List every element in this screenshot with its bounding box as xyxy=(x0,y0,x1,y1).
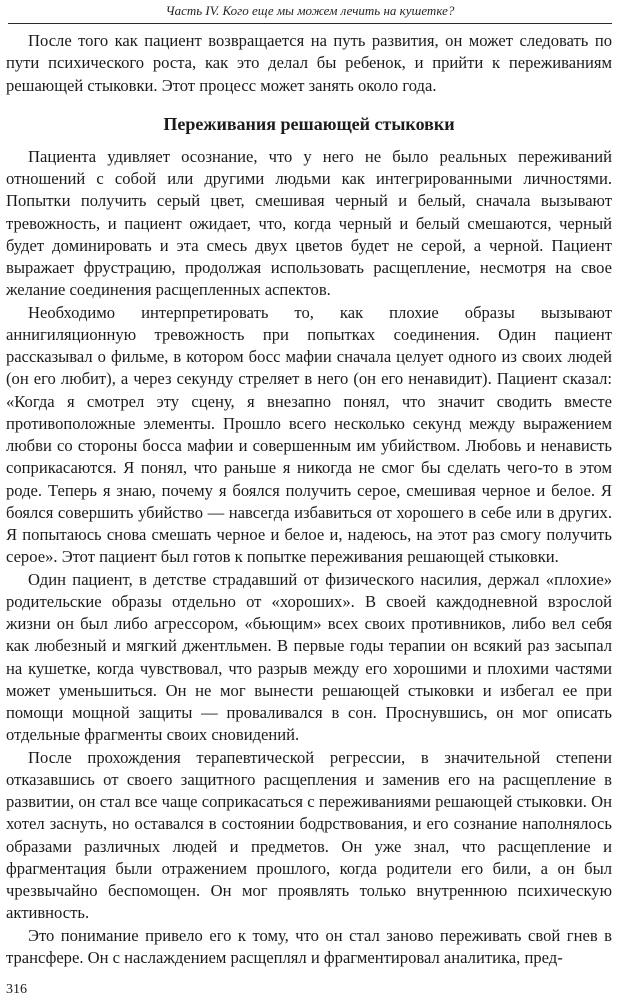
header-rule xyxy=(8,23,612,24)
page-number: 316 xyxy=(6,982,27,997)
body-paragraph: Это понимание привело его к тому, что он стал заново переживать свой гнев в трансфере. Он с наслаждением расщеплял и фрагментировал аналитика, пред- xyxy=(6,925,612,967)
page-body xyxy=(6,30,612,969)
body-paragraph: Один пациент, в детстве страдавший от физического насилия, держал «плохие» родительские образы отдельно от «хороших». В своей каждодневной взрослой жизни он был либо агрессором, «бьющим» всех своих противников, либо вел себя как любезный и мягкий джентльмен. В первые годы терапии он всякий раз засыпал на кушетке, когда чувствовал, что разрыв между его хорошими и плохими частями может уменьшиться. Он не мог вынести решающей стыковки и избегал ее при помощи мощной защиты — проваливался в сон. Проснувшись, он мог описать отдельные фрагменты своих сновидений. xyxy=(6,569,612,745)
body-paragraph: Пациента удивляет осознание, что у него не было реальных переживаний отношений с собой или другими людьми как интегрированными личностями. Попытки получить серый цвет, смешивая черный и белый, сначала вызывают тревожность, и пациент ожидает, что, когда черный и белый смешаются, черный будет доминировать и эта смесь двух цветов будет не серой, а черной. Пациент выражает фрустрацию, продолжая использовать расщепление, несмотря на свое желание соединения расщепленных аспектов. xyxy=(6,146,612,300)
body-paragraph: После прохождения терапевтической регрессии, в значительной степени отказавшись от своего защитного расщепления и заменив его на расщепление в развитии, он стал все чаще соприкасаться с переживаниями решающей стыковки. Он хотел заснуть, но оставался в состоянии бодрствования, и его сознание наполнялось образами различных людей и предметов. Он уже знал, что расщепление и фрагментация были отражением прошлого, когда родители его били, а он был чрезвычайно беспомощен. Он мог проявлять только внутреннюю психическую активность. xyxy=(6,747,612,923)
running-head: Часть IV. Кого еще мы можем лечить на кушетке? xyxy=(165,3,455,18)
body-paragraph: Необходимо интерпретировать то, как плохие образы вызывают аннигиляционную тревожность при попытках соединения. Один пациент рассказывал о фильме, в котором босс мафии сначала целует одного из своих людей (он его любит), а через секунду стреляет в него (он его ненавидит). Пациент сказал: «Когда я смотрел эту сцену, я внезапно понял, что значит сводить вместе противоположные элементы. Прошло всего несколько секунд между выражением любви со стороны босса мафии и совершенным им убийством. Любовь и ненависть соприкасаются. Я понял, что раньше я никогда не смог бы сделать чего-то в этом роде. Теперь я знаю, почему я боялся получить серое, смешивая черное и белое. Я боялся совершить убийство — навсегда избавиться от хорошего в себе или в других. Я попытаюсь снова смешать черное и белое и, надеюсь, на этот раз смогу получить серое». Этот пациент был готов к попытке переживания решающей стыковки. xyxy=(6,302,612,567)
intro-paragraph: После того как пациент возвращается на путь развития, он может следовать по пути психического роста, как это делал бы ребенок, и прийти к переживаниям решающей стыковки. Этот процесс может занять около года. xyxy=(6,31,612,95)
section-heading: Переживания решающей стыковки xyxy=(163,113,455,134)
